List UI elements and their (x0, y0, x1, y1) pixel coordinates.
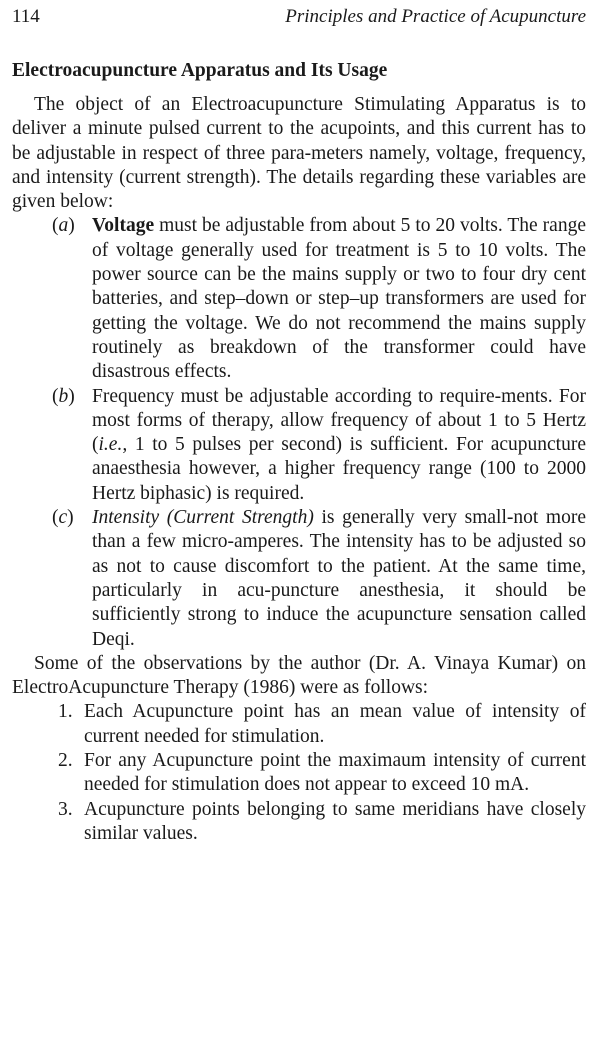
intro-paragraph: The object of an Electroacupuncture Stimulating Apparatus is to deliver a minute pulsed current to the acupoints, and this current has to be adjustable in respect of three para-meters namely, voltage, frequency, and intensity (current strength). The details regarding these variables are given below: (12, 94, 586, 213)
page-header (12, 4, 586, 30)
list-marker: (a) (52, 215, 75, 237)
list-item (12, 700, 586, 749)
list-item-c (12, 506, 586, 652)
page-number: 114 (12, 6, 40, 27)
list-item-body: Frequency must be adjustable according to require-ments. For most forms of therapy, allow frequency of about 1 to 5 Hertz (i.e., 1 to 5 pulses per second) is sufficient. For acupuncture anaesthesia however, a higher frequency range (100 to 2000 Hertz biphasic) is required. (92, 385, 586, 504)
parameter-list (12, 214, 586, 651)
list-item-body: For any Acupuncture point the maximaum intensity of current needed for stimulation does not appear to exceed 10 mA. (84, 750, 586, 796)
list-number: 2. (58, 750, 73, 772)
observations-paragraph: Some of the observations by the author (Dr. A. Vinaya Kumar) on ElectroAcupuncture Therapy (1986) were as follows: (12, 652, 586, 699)
section-heading: Electroacupuncture Apparatus and Its Usage (12, 60, 388, 81)
list-item-body: Acupuncture points belonging to same meridians have closely similar values. (84, 798, 586, 844)
running-title: Principles and Practice of Acupuncture (285, 6, 586, 27)
observations-list (12, 700, 586, 846)
term-voltage: Voltage (92, 215, 155, 237)
list-item (12, 798, 586, 847)
list-item-a (12, 214, 586, 384)
list-marker: (c) (52, 507, 74, 529)
page-body (12, 93, 586, 846)
list-number: 1. (58, 701, 73, 723)
list-item-body: Voltage must be adjustable from about 5 to 20 volts. The range of voltage generally used for treatment is 5 to 10 volts. The power source can be the mains supply or two to four dry cent batteries, and step–down or step–up transformers are used for getting the voltage. We do not recommend the mains supply routinely as breakdown of the transformer could have disastrous effects. (92, 215, 586, 383)
list-number: 3. (58, 798, 73, 820)
list-item (12, 749, 586, 798)
list-item-b (12, 385, 586, 506)
list-marker: (b) (52, 385, 75, 407)
list-item-body: Each Acupuncture point has an mean value of intensity of current needed for stimulation. (84, 701, 586, 747)
list-item-body: Intensity (Current Strength) is generally very small-not more than a few micro-amperes. The intensity has to be adjusted so as not to cause discomfort to the patient. At the same time, particularly in acu-puncture anesthesia, it should be sufficiently strong to induce the acupuncture sensation called Deqi. (92, 507, 586, 650)
term-intensity: Intensity (Current Strength) (92, 507, 314, 529)
